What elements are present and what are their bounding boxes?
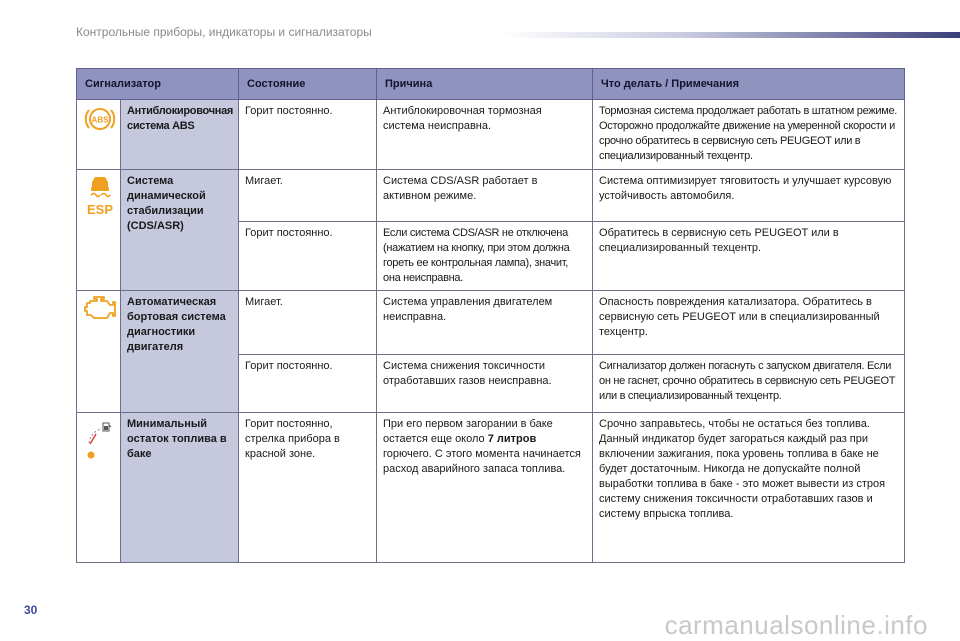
column-header-state: Состояние (239, 69, 377, 100)
abs-icon-cell (77, 100, 121, 170)
svg-text:ESP: ESP (86, 202, 114, 217)
cause-fuel-liters: 7 литров (487, 433, 537, 445)
table-header-row (77, 69, 905, 100)
cause-engine-steady: Система снижения токсичности отработавших газов неисправна. (377, 355, 593, 413)
cause-fuel-text-before: При его первом загорании в баке остается еще около (383, 418, 553, 445)
signal-name-esp: Система динамической стабилизации (CDS/ASR) (121, 170, 239, 291)
state-fuel: Горит постоянно, стрелка прибора в красной зоне. (239, 413, 377, 563)
state-engine-steady: Горит постоянно. (239, 355, 377, 413)
esp-skid-icon (83, 174, 117, 225)
signal-name-abs: Антиблокировочная система ABS (121, 100, 239, 170)
cause-esp-blinking: Система CDS/ASR работает в активном режиме. (377, 170, 593, 222)
signal-name-fuel: Минимальный остаток топлива в баке (121, 413, 239, 563)
svg-text:ABS: ABS (91, 115, 109, 125)
page-header-title: Контрольные приборы, индикаторы и сигнализаторы (76, 25, 372, 39)
action-esp-blinking: Система оптимизирует тяговитость и улучшает курсовую устойчивость автомобиля. (593, 170, 905, 222)
state-engine-blinking: Мигает. (239, 291, 377, 355)
watermark: carmanualsonline.info (664, 610, 928, 640)
esp-icon-cell (77, 170, 121, 291)
engine-icon-cell (77, 291, 121, 413)
table-row-engine-1 (77, 291, 905, 355)
signals-table (76, 68, 905, 563)
header-gradient-bar (500, 32, 960, 38)
action-abs: Тормозная система продолжает работать в штатном режиме. Осторожно продолжайте движение на умеренной скорости и срочно обратитесь в сервисную сеть PEUGEOT или в специализированный техцентр. (593, 100, 905, 170)
page-number: 30 (24, 603, 38, 617)
signal-name-engine: Автоматическая бортовая система диагностики двигателя (121, 291, 239, 413)
column-header-action: Что делать / Примечания (593, 69, 905, 100)
cause-fuel (377, 413, 593, 563)
state-esp-blinking: Мигает. (239, 170, 377, 222)
table-row-fuel (77, 413, 905, 563)
state-abs: Горит постоянно. (239, 100, 377, 170)
cause-abs: Антиблокировочная тормозная система неисправна. (377, 100, 593, 170)
action-esp-steady: Обратитесь в сервисную сеть PEUGEOT или в специализированный техцентр. (593, 222, 905, 291)
table-row-abs (77, 100, 905, 170)
cause-fuel-text-after: горючего. С этого момента начинается расход аварийного запаса топлива. (383, 448, 581, 475)
action-engine-blinking: Опасность повреждения катализатора. Обратитесь в сервисную сеть PEUGEOT или в специализированный техцентр. (593, 291, 905, 355)
column-header-cause: Причина (377, 69, 593, 100)
action-fuel: Срочно заправьтесь, чтобы не остаться без топлива. Данный индикатор будет загораться каждый раз при включении зажигания, пока уровень топлива в баке не будет достаточным. Никогда не допускайте полной выработки топлива в баке - это может вывести из строя систему снижения токсичности отработавших газов и систему впрыска топлива. (593, 413, 905, 563)
abs-icon (83, 104, 117, 139)
state-esp-steady: Горит постоянно. (239, 222, 377, 291)
engine-check-icon (83, 295, 117, 328)
table-row-esp-1 (77, 170, 905, 222)
column-header-signal: Сигнализатор (77, 69, 239, 100)
cause-engine-blinking: Система управления двигателем неисправна. (377, 291, 593, 355)
cause-esp-steady: Если система CDS/ASR не отключена (нажатием на кнопку, при этом должна гореть ее контрольная лампа), значит, она неисправна. (377, 222, 593, 291)
fuel-gauge-icon (83, 417, 117, 466)
action-engine-steady: Сигнализатор должен погаснуть с запуском двигателя. Если он не гаснет, срочно обратитесь в сервисную сеть PEUGEOT или в специализированный техцентр. (593, 355, 905, 413)
fuel-icon-cell (77, 413, 121, 563)
